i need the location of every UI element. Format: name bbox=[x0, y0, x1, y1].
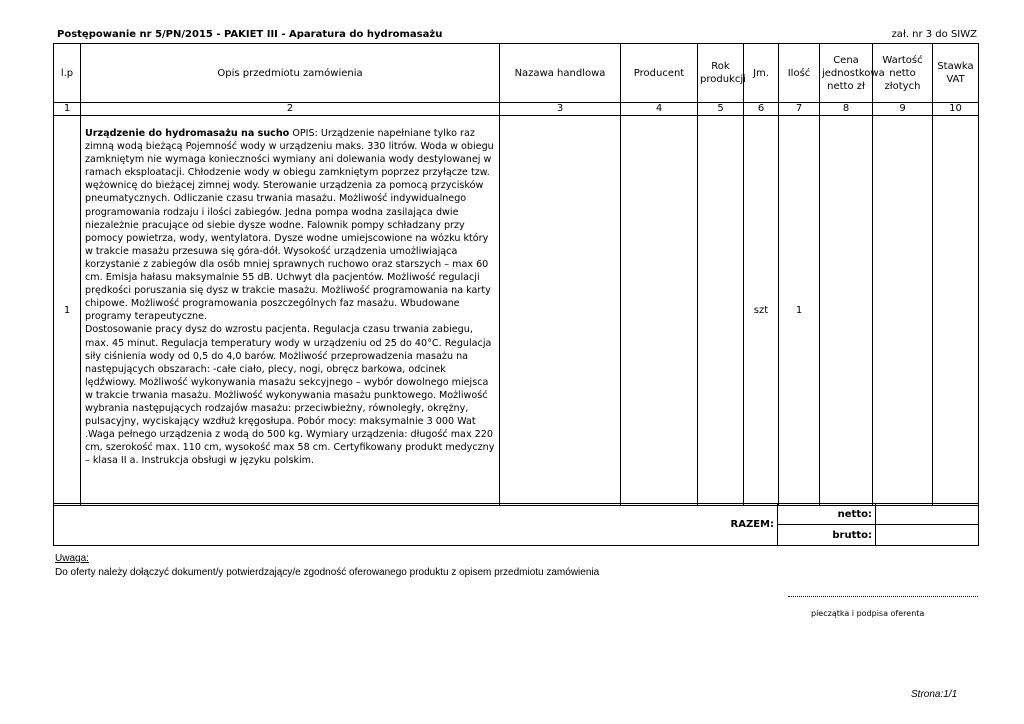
col-header-description: Opis przedmiotu zamówienia bbox=[81, 44, 500, 103]
note-title: Uwaga: bbox=[55, 553, 89, 564]
items-table bbox=[53, 43, 979, 506]
col-header-net-value: Wartość netto złotych bbox=[873, 44, 933, 103]
col-number: 2 bbox=[81, 103, 500, 116]
document-title: Postępowanie nr 5/PN/2015 - PAKIET III - Aparatura do hydromasażu bbox=[57, 29, 443, 40]
col-number: 5 bbox=[698, 103, 744, 116]
table-row bbox=[54, 116, 979, 506]
col-number: 7 bbox=[779, 103, 820, 116]
netto-value-cell[interactable] bbox=[876, 504, 979, 525]
col-header-unit: Jm. bbox=[744, 44, 779, 103]
col-number: 8 bbox=[820, 103, 873, 116]
description-title: Urządzenie do hydromasażu na sucho bbox=[85, 128, 290, 139]
col-number: 3 bbox=[500, 103, 621, 116]
row-vat-cell[interactable] bbox=[933, 116, 979, 506]
row-lp: 1 bbox=[54, 116, 81, 506]
row-unit-price-cell[interactable] bbox=[820, 116, 873, 506]
row-trade-name-cell[interactable] bbox=[500, 116, 621, 506]
attachment-label: zał. nr 3 do SIWZ bbox=[891, 29, 977, 40]
column-number-row bbox=[54, 103, 979, 116]
brutto-value-cell[interactable] bbox=[876, 525, 979, 546]
row-production-year-cell[interactable] bbox=[698, 116, 744, 506]
col-header-unit-price: Cena jednostkowa netto zł bbox=[820, 44, 873, 103]
col-number: 4 bbox=[621, 103, 698, 116]
brutto-label: brutto: bbox=[778, 525, 876, 546]
header-row bbox=[54, 44, 979, 103]
totals-table bbox=[53, 503, 979, 546]
row-producer-cell[interactable] bbox=[621, 116, 698, 506]
col-number: 9 bbox=[873, 103, 933, 116]
signature-label: pieczątka i podpisa oferenta bbox=[811, 609, 925, 618]
col-header-quantity: Ilość bbox=[779, 44, 820, 103]
col-header-trade-name: Nazawa handlowa bbox=[500, 44, 621, 103]
page-number: Strona:1/1 bbox=[911, 689, 958, 700]
description-text: OPIS: Urządzenie napełniane tylko raz zimną wodą bieżącą Pojemność wody w urządzeniu maks. 330 litrów. Woda w obiegu zamkniętym nie wymaga konieczności wymiany ani dolewania wody destylowanej w ramach eksploatacji. Chłodzenie wody w obiegu zamkniętym poprzez przyłącze tzw. wężownicę do bieżącej zimnej wody. Sterowanie urządzenia za pomocą przycisków pneumatycznych. Odliczanie czasu trwania masażu. Możliwość indywidualnego programowania rodzaju i ilości zabiegów. Jedna pompa wodna zasilająca dwie niezależnie pracujące od siebie dysze wodne. Falownik pompy schładzany przy pomocy powietrza, wody, wentylatora. Dysze wodne umiejscowione na wózku który w trakcie masażu przesuwa się góra-dół. Wysokość urządzenia umożliwiająca korzystanie z zabiegów dla osób mniej sprawnych ruchowo oraz starszych – max 60 cm. Emisja hałasu maksymalnie 55 dB. Uchwyt dla pacjentów. Możliwość regulacji prędkości poruszania się dysz w trakcie masażu. Możliwość programowania na karty chipowe. Możliwość programowania poszczególnych faz masażu. Wbudowane programy terapeutyczne. Dostosowanie pracy dysz do wzrostu pacjenta. Regulacja czasu trwania zabiegu, max. 45 minut. Regulacja temperatury wody w urządzeniu od 25 do 40°C. Regulacja siły ciśnienia wody od 0,5 do 4,0 barów. Możliwość przeprowadzenia masażu na następujących obszarach: -całe ciało, plecy, nogi, obręcz barkowa, odcinek lędźwiowy. Możliwość wykonywania masażu sekcyjnego – wybór dowolnego miejsca w trakcie trwania masażu. Możliwość wykonywania masażu punktowego. Możliwość wybrania następujących rodzajów masażu: przeciwbieżny, równoległy, okrężny, pulsacyjny, wyciskający wzdłuż kręgosłupa. Pobór mocy: maksymalnie 3 000 Wat .Waga pełnego urządzenia z wodą do 500 kg. Wymiary urządzenia: długość max 220 cm, szerokość max. 110 cm, wysokość max 58 cm. Certyfikowany produkt medyczny – klasa II a. Instrukcja obsługi w języku polskim. bbox=[85, 128, 495, 467]
col-header-producer: Producent bbox=[621, 44, 698, 103]
col-number: 10 bbox=[933, 103, 979, 116]
col-header-production-year: Rok produkcji bbox=[698, 44, 744, 103]
col-header-lp: l.p bbox=[54, 44, 81, 103]
row-quantity: 1 bbox=[779, 116, 820, 506]
netto-label: netto: bbox=[778, 504, 876, 525]
col-header-vat: Stawka VAT bbox=[933, 44, 979, 103]
col-number: 1 bbox=[54, 103, 81, 116]
signature-line bbox=[788, 596, 978, 597]
row-description bbox=[81, 116, 500, 506]
note-text: Do oferty należy dołączyć dokument/y potwierdzający/e zgodność oferowanego produktu z opisem przedmiotu zamówienia bbox=[55, 567, 600, 578]
row-net-value-cell[interactable] bbox=[873, 116, 933, 506]
totals-label: RAZEM: bbox=[54, 504, 778, 546]
row-unit: szt bbox=[744, 116, 779, 506]
col-number: 6 bbox=[744, 103, 779, 116]
